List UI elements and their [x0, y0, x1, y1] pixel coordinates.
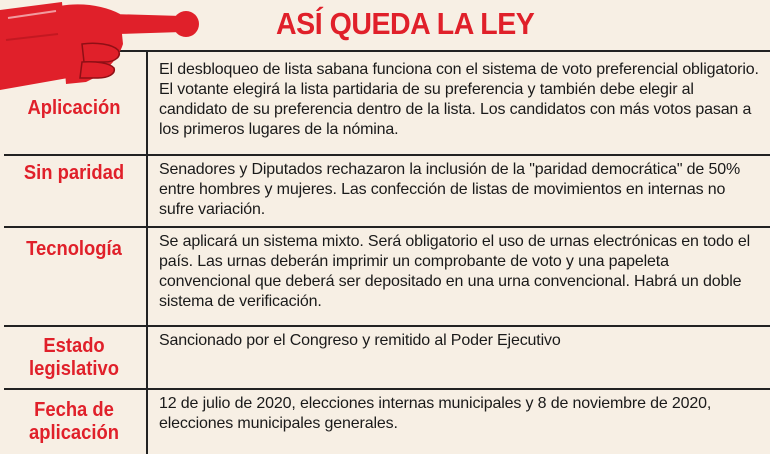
- row-label: Sin paridad: [23, 162, 125, 184]
- column-divider: [146, 327, 148, 388]
- row-text: Sancionado por el Congreso y remitido al Poder Ejecutivo: [159, 332, 561, 349]
- table-row: [4, 156, 770, 228]
- row-label: Estado legislativo: [29, 334, 119, 380]
- row-label: Fecha de aplicación: [29, 399, 119, 444]
- row-label: Aplicación: [27, 96, 121, 119]
- table-row: [4, 327, 770, 390]
- table-row: [4, 390, 770, 454]
- page-title: ASÍ QUEDA LA LEY: [276, 6, 535, 41]
- law-summary-table: [4, 50, 770, 454]
- row-text: Senadores y Diputados rechazaron la inclusión de la "paridad democrática" de 50% entre hombres y mujeres. Las confección de listas de movimientos en internas no sufre variación.: [159, 161, 741, 218]
- row-label: Tecnología: [26, 238, 122, 260]
- row-text: Se aplicará un sistema mixto. Será obligatorio el uso de urnas electrónicas en todo el país. Las urnas deberán imprimir un comprobante de voto y una papeleta convencional que deberá ser depositado en una urna convencional. Habrá un doble sistema de verificación.: [159, 233, 750, 310]
- column-divider: [146, 390, 148, 454]
- row-text: El desbloqueo de lista sabana funciona con el sistema de voto preferencial obligatorio. El votante elegirá la lista partidaria de su preferencia y también debe elegir al candidato de su preferencia dentro de la lista. Los candidatos con más votos pasan a los primeros lugares de la nómina.: [159, 61, 759, 138]
- pointing-hand-icon: [0, 0, 215, 95]
- row-text: 12 de julio de 2020, elecciones internas municipales y 8 de noviembre de 2020, elecciones municipales generales.: [159, 395, 712, 432]
- column-divider: [146, 156, 148, 226]
- table-row: [4, 228, 770, 327]
- column-divider: [146, 228, 148, 325]
